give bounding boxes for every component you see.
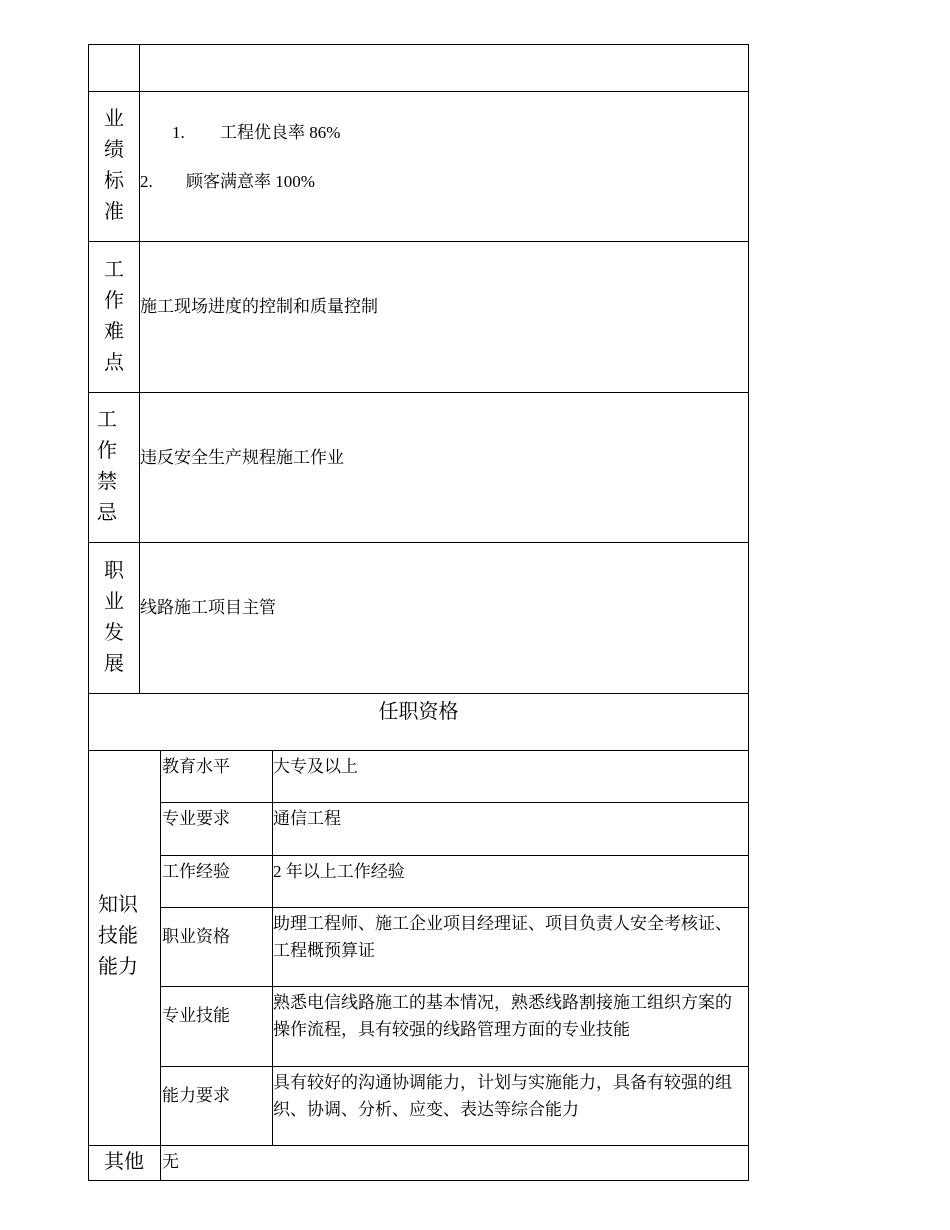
- label-char: 禁: [97, 471, 117, 493]
- job-description-table: [88, 44, 749, 1181]
- row-divider: [88, 693, 749, 694]
- performance-item-2: [140, 168, 315, 195]
- label-char: 忌: [97, 502, 117, 524]
- difficulty-label: [89, 243, 139, 391]
- item-number: 2.: [140, 172, 153, 191]
- qual-side-divider: [160, 750, 161, 1181]
- label-char: 作: [97, 440, 117, 462]
- taboo-label: [82, 394, 132, 540]
- row-divider: [88, 750, 749, 751]
- performance-label: [89, 93, 139, 239]
- performance-item-1: [172, 119, 340, 146]
- qual-value: 具有较好的沟通协调能力，计划与实施能力，具备有较强的组织、协调、分析、应变、表达等综合能力: [273, 1073, 732, 1119]
- qual-value: 熟悉电信线路施工的基本情况，熟悉线路割接施工组织方案的操作流程，具有较强的线路管理方面的专业技能: [273, 993, 732, 1039]
- label-char: 职: [104, 559, 124, 582]
- qual-value: 通信工程: [273, 809, 341, 828]
- label-char: 工: [97, 409, 117, 431]
- label-char: 标: [104, 170, 124, 192]
- row-divider: [88, 241, 749, 242]
- qual-value: 助理工程师、施工企业项目经理证、项目负责人安全考核证、工程概预算证: [273, 914, 732, 960]
- label-char: 业: [104, 108, 124, 130]
- qual-label: 专业技能: [162, 1006, 230, 1025]
- label-char: 准: [104, 201, 124, 223]
- qual-value: 大专及以上: [273, 757, 358, 776]
- qual-row-divider: [160, 802, 749, 803]
- item-text: 工程优良率 86%: [220, 123, 341, 142]
- label-char: 发: [104, 621, 124, 644]
- qual-label: 工作经验: [162, 862, 230, 881]
- qual-label: 专业要求: [162, 809, 230, 828]
- difficulty-content: 施工现场进度的控制和质量控制: [140, 297, 378, 316]
- row-divider: [88, 91, 749, 92]
- career-content: 线路施工项目主管: [140, 598, 276, 617]
- row-divider: [88, 1145, 749, 1146]
- taboo-content: 违反安全生产规程施工作业: [140, 448, 344, 467]
- qual-label: 教育水平: [162, 757, 230, 776]
- table-top-border: [88, 44, 749, 45]
- qual-row-divider: [160, 1066, 749, 1067]
- other-value: 无: [162, 1152, 179, 1171]
- row-divider: [88, 392, 749, 393]
- label-char: 点: [104, 352, 124, 374]
- qual-label: 职业资格: [162, 927, 230, 946]
- label-char: 绩: [104, 139, 124, 161]
- label-char: 难: [104, 321, 124, 343]
- career-label: [89, 544, 139, 691]
- label-char: 业: [104, 590, 124, 613]
- qual-row-divider: [160, 855, 749, 856]
- item-text: 顾客满意率 100%: [186, 172, 315, 191]
- qualification-title: 任职资格: [378, 701, 459, 723]
- qual-row-divider: [160, 907, 749, 908]
- qual-label: 能力要求: [162, 1086, 230, 1105]
- qual-row-divider: [160, 986, 749, 987]
- label-char: 工: [104, 259, 124, 281]
- table-right-border: [748, 44, 749, 1181]
- side-label-text: 知识技能能力: [98, 894, 138, 978]
- label-char: 作: [104, 290, 124, 312]
- item-number: 1.: [172, 123, 185, 142]
- row-divider: [88, 542, 749, 543]
- label-char: 展: [104, 652, 124, 675]
- other-label: 其他: [104, 1151, 144, 1173]
- table-bottom-border: [88, 1180, 749, 1181]
- qual-value: 2 年以上工作经验: [273, 862, 405, 881]
- qualification-side-label: [88, 890, 148, 983]
